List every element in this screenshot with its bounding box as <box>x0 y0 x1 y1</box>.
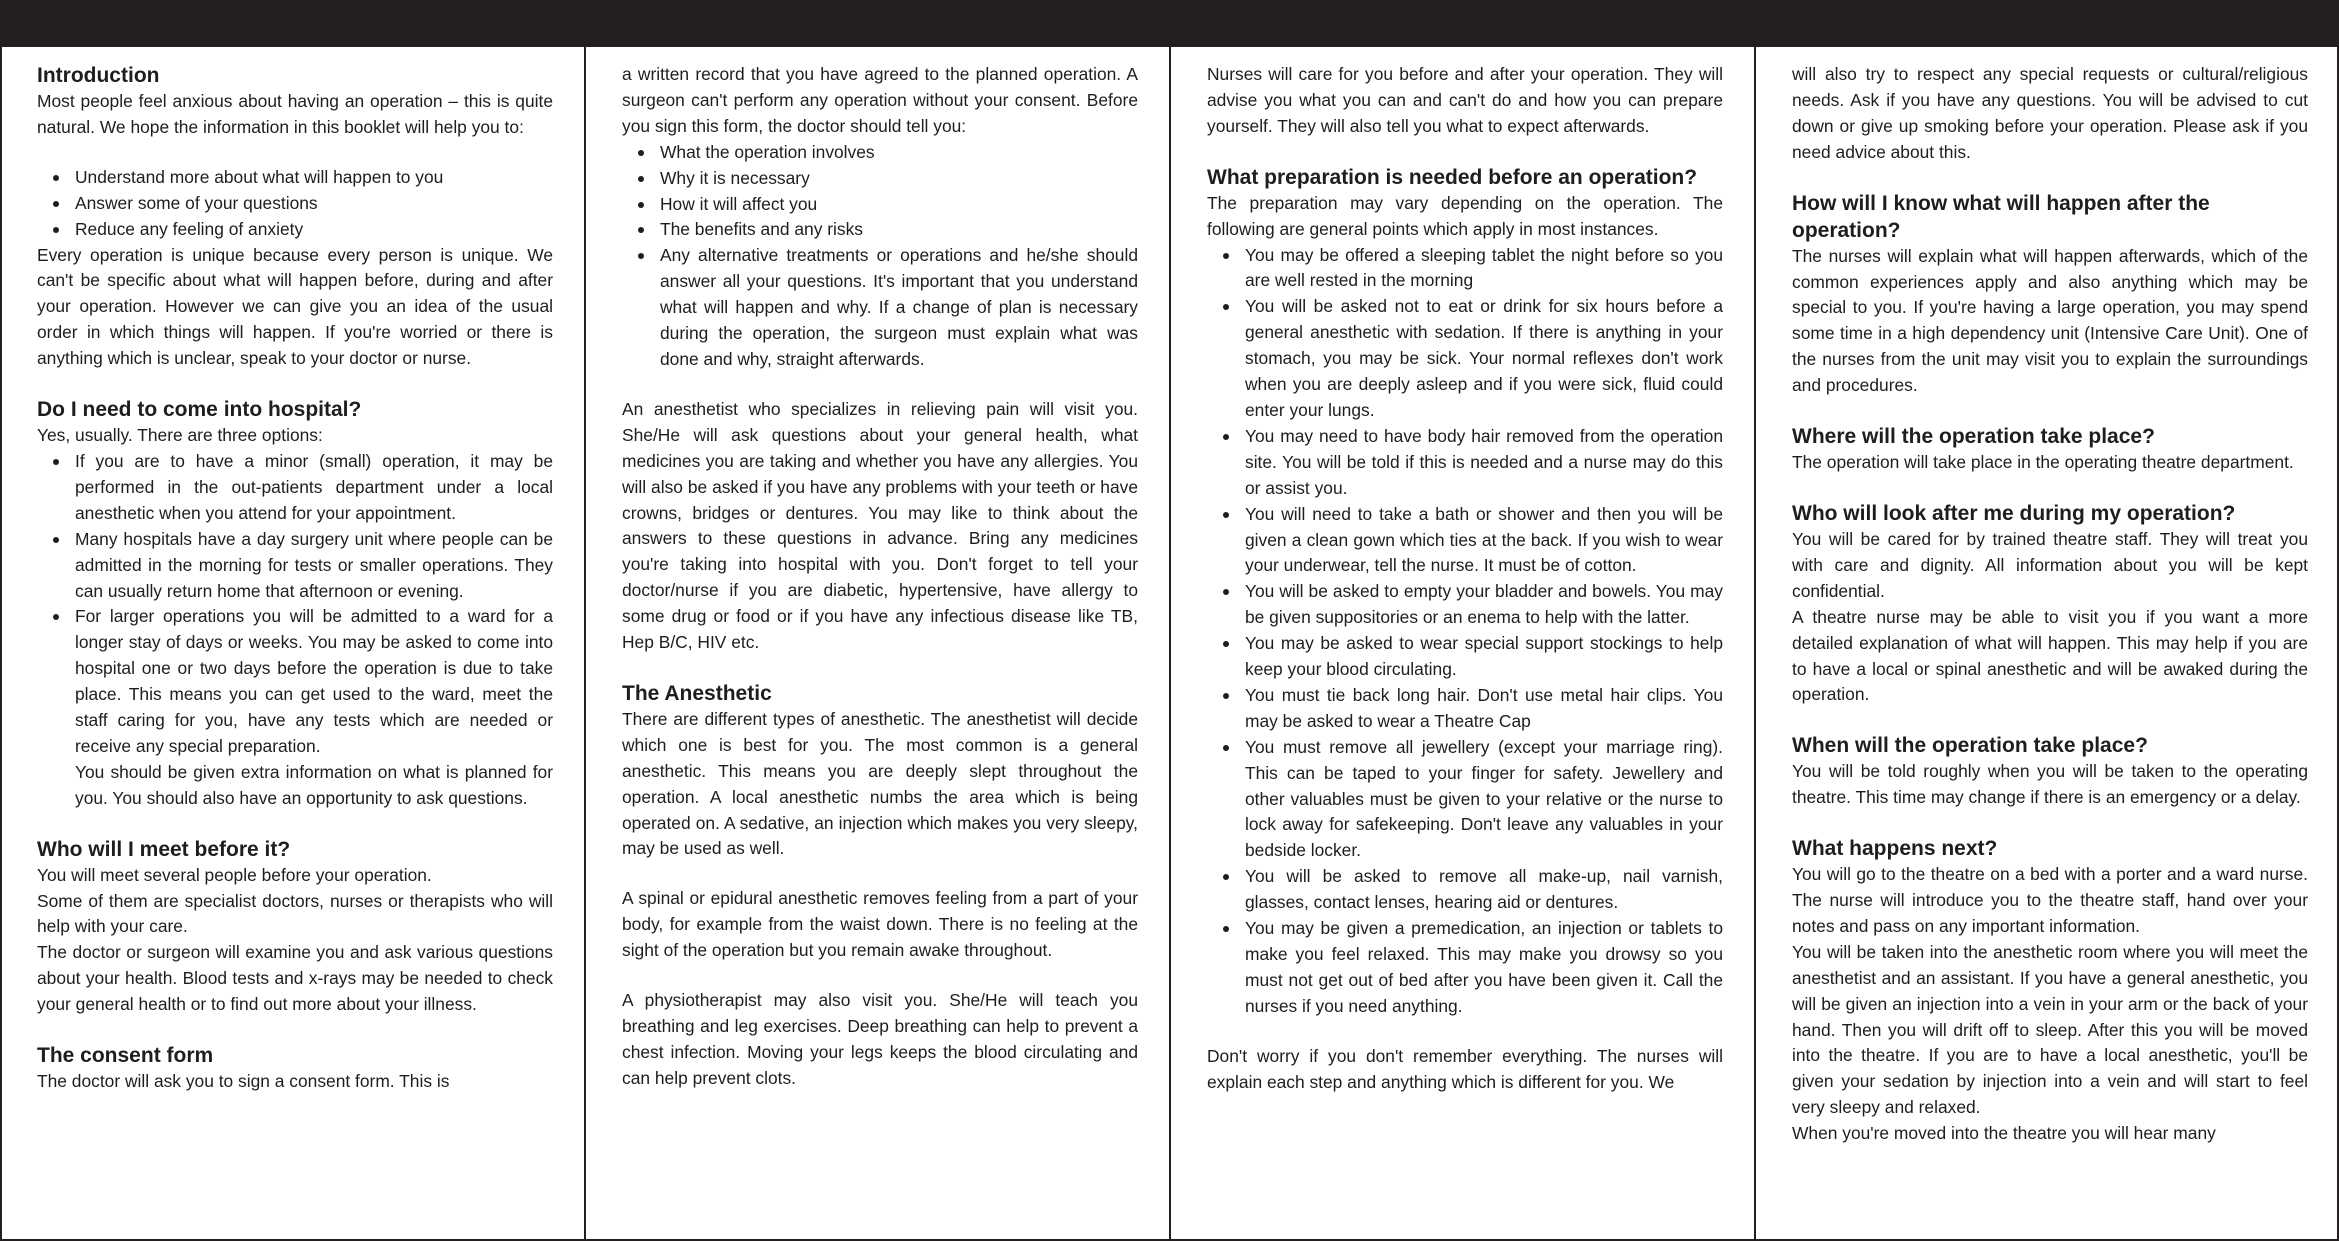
who-paragraph-1: You will be cared for by trained theatre staff. They will treat you with care and dignity. All information about you will be kept confidential. <box>1792 528 2308 601</box>
column-3 <box>1207 62 1723 1232</box>
spacer <box>37 141 553 165</box>
heading-introduction: Introduction <box>37 64 160 87</box>
anesthetic-paragraph-2: A spinal or epidural anesthetic removes feeling from a part of your body, for example from the waist down. There is no feeling at the sight of the operation but you remain awake throughout. <box>622 888 1138 961</box>
heading-where: Where will the operation take place? <box>1792 425 2155 449</box>
heading-hospital: Do I need to come into hospital? <box>37 398 362 422</box>
hospital-paragraph: Yes, usually. There are three options: <box>37 425 323 446</box>
next-paragraph-3: When you're moved into the theatre you will hear many <box>1792 1123 2216 1144</box>
consent-bullet-list <box>622 140 1138 373</box>
intro-paragraph-2: Every operation is unique because every person is unique. We can't be specific about what will happen before, during and after your operation. However we can give you an idea of the usual order in which things will happen. If you're worried or there is anything which is unclear, speak to your doctor or nurse. <box>37 244 553 369</box>
nurses-paragraph: Nurses will care for you before and after your operation. They will advise you what you can and can't do and how you can prepare yourself. They will also tell you what to expect afterwards. <box>1207 64 1723 136</box>
list-item: You may need to have body hair removed from the operation site. You will be told if this is needed and a nurse may do this or assist you. <box>1245 424 1723 502</box>
list-item: What the operation involves <box>660 140 1138 166</box>
list-item: Many hospitals have a day surgery unit where people can be admitted in the morning for tests or smaller operations. They can usually return home that afternoon or evening. <box>75 527 553 605</box>
column-2 <box>622 62 1138 1232</box>
list-item: You will be asked to empty your bladder and bowels. You may be given suppositories or an enema to help with the latter. <box>1245 579 1723 631</box>
hospital-note: You should be given extra information on what is planned for you. You should also have an opportunity to ask questions. <box>75 761 553 808</box>
list-item: You will need to take a bath or shower and then you will be given a clean gown which ties at the back. If you wish to wear your underwear, tell the nurse. It must be of cotton. <box>1245 502 1723 580</box>
preparation-paragraph: The preparation may vary depending on the operation. The following are general points which apply in most instances. <box>1207 192 1723 239</box>
spacer <box>1792 811 2308 835</box>
spacer <box>1792 708 2308 732</box>
list-item: If you are to have a minor (small) operation, it may be performed in the out-patients department under a local anesthetic when you attend for your appointment. <box>75 449 553 527</box>
spacer <box>622 964 1138 988</box>
list-item: How it will affect you <box>660 192 1138 218</box>
meet-paragraph-1: You will meet several people before your operation. <box>37 864 432 885</box>
list-item: Understand more about what will happen to you <box>75 165 553 191</box>
anesthetist-paragraph: An anesthetist who specializes in relieving pain will visit you. She/He will ask questions about your general health, what medicines you are taking and whether you have any allergies. You will also be asked if you have any problems with your teeth or have crowns, bridges or dentures. You may like to think about the answers to these questions in advance. Bring any medicines you're taking into hospital with you. Don't forget to tell your doctor/nurse if you are diabetic, hypertensive, have allergy to some drug or food or if you have any infectious disease like TB, Hep B/C, HIV etc. <box>622 398 1138 653</box>
list-item: You will be asked to remove all make-up, nail varnish, glasses, contact lenses, hearing aid or dentures. <box>1245 864 1723 916</box>
when-paragraph: You will be told roughly when you will be taken to the operating theatre. This time may change if there is an emergency or a delay. <box>1792 761 2308 808</box>
heading-meet: Who will I meet before it? <box>37 837 291 861</box>
heading-when: When will the operation take place? <box>1792 734 2148 758</box>
spacer <box>37 372 553 396</box>
heading-next: What happens next? <box>1792 837 1998 861</box>
list-item: The benefits and any risks <box>660 217 1138 243</box>
spacer <box>622 373 1138 397</box>
list-item: Why it is necessary <box>660 166 1138 192</box>
meet-paragraph-2: Some of them are specialist doctors, nurses or therapists who will help with your care. <box>37 890 553 937</box>
list-item: You may be offered a sleeping tablet the night before so you are well rested in the morning <box>1245 243 1723 295</box>
next-paragraph-2: You will be taken into the anesthetic room where you will meet the anesthetist and an assistant. If you have a general anesthetic, you will be given an injection into a vein in your arm or the back of your hand. Then you will drift off to sleep. After this you will be moved into the theatre. If you are to have a local anesthetic, you'll be given your sedation by injection into a vein and will start to feel very sleepy and relaxed. <box>1792 941 2308 1118</box>
heading-preparation: What preparation is needed before an operation? <box>1207 165 1698 189</box>
heading-anesthetic: The Anesthetic <box>622 681 772 705</box>
spacer <box>1207 140 1723 164</box>
meet-paragraph-3: The doctor or surgeon will examine you and ask various questions about your health. Blood tests and x-rays may be needed to check your general health or to find out more about your illness. <box>37 942 553 1015</box>
list-item: You may be given a premedication, an injection or tablets to make you feel relaxed. This may make you drowsy so you must not get out of bed after you have been given it. Call the nurses if you need anything. <box>1245 916 1723 1020</box>
heading-consent: The consent form <box>37 1044 214 1068</box>
next-paragraph-1: You will go to the theatre on a bed with a porter and a ward nurse. The nurse will introduce you to the theatre staff, hand over your notes and pass on any important information. <box>1792 864 2308 936</box>
spacer <box>37 1018 553 1042</box>
list-item: Any alternative treatments or operations and he/she should answer all your questions. It's important that you understand what will happen and why. If a change of plan is necessary during the operation, the surgeon must explain what was done and why, straight afterwards. <box>660 243 1138 373</box>
list-item: Answer some of your questions <box>75 191 553 217</box>
column-1 <box>37 62 553 1232</box>
spacer <box>37 812 553 836</box>
anesthetic-paragraph-1: There are different types of anesthetic. The anesthetist will decide which one is best for you. The most common is a general anesthetic. This means you are deeply slept throughout the operation. A local anesthetic numbs the area which is being operated on. A sedative, an injection which makes you very sleepy, may be used as well. <box>622 708 1138 859</box>
spacer <box>622 656 1138 680</box>
list-item: For larger operations you will be admitted to a ward for a longer stay of days or weeks. You may be asked to come into hospital one or two days before the operation is due to take place. This means you can get used to the ward, meet the staff caring for you, have any tests which are needed or receive any special preparation. <box>75 604 553 759</box>
who-paragraph-2: A theatre nurse may be able to visit you if you want a more detailed explanation of what will happen. This may help if you are to have a local or spinal anesthetic and will be awaked during the operation. <box>1792 606 2308 705</box>
intro-bullet-list <box>37 165 553 243</box>
requests-paragraph: will also try to respect any special requests or cultural/religious needs. Ask if you have any questions. You will be advised to cut down or give up smoking before your operation. Please ask if you need advice about this. <box>1792 64 2308 162</box>
preparation-closing: Don't worry if you don't remember everything. The nurses will explain each step and anything which is different for you. We <box>1207 1045 1723 1092</box>
heading-who-looks-after: Who will look after me during my operation? <box>1792 501 2236 525</box>
spacer <box>1792 476 2308 500</box>
after-paragraph: The nurses will explain what will happen afterwards, which of the common experiences apply and also anything which may be special to you. If you're having a large operation, you may spend some time in a high dependency unit (Intensive Care Unit). One of the nurses from the unit may visit you to explain the surroundings and procedures. <box>1792 245 2308 396</box>
anesthetic-paragraph-3: A physiotherapist may also visit you. She/He will teach you breathing and leg exercises. Deep breathing can help to prevent a chest infection. Moving your legs keeps the blood circulating and can help prevent clots. <box>622 990 1138 1088</box>
intro-paragraph: Most people feel anxious about having an operation – this is quite natural. We hope the information in this booklet will help you to: <box>37 91 553 137</box>
spacer <box>1207 1020 1723 1044</box>
spacer <box>1792 399 2308 423</box>
consent-continued: a written record that you have agreed to the planned operation. A surgeon can't perform any operation without your consent. Before you sign this form, the doctor should tell you: <box>622 64 1138 136</box>
spacer <box>622 862 1138 886</box>
preparation-bullet-list <box>1207 243 1723 1020</box>
spacer <box>1792 166 2308 190</box>
list-item: You may be asked to wear special support stockings to help keep your blood circulating. <box>1245 631 1723 683</box>
top-bar <box>0 0 2339 47</box>
list-item: Reduce any feeling of anxiety <box>75 217 553 243</box>
column-4 <box>1792 62 2308 1232</box>
consent-paragraph: The doctor will ask you to sign a consent form. This is <box>37 1071 450 1092</box>
list-item: You must tie back long hair. Don't use metal hair clips. You may be asked to wear a Theatre Cap <box>1245 683 1723 735</box>
column-divider-2 <box>1169 47 1171 1241</box>
heading-after-operation: How will I know what will happen after the operation? <box>1792 191 2210 242</box>
list-item: You will be asked not to eat or drink for six hours before a general anesthetic with sedation. If there is anything in your stomach, you may be sick. Your normal reflexes don't work when you are deeply asleep and if you were sick, fluid could enter your lungs. <box>1245 294 1723 424</box>
column-divider-3 <box>1754 47 1756 1241</box>
column-divider-1 <box>584 47 586 1241</box>
frame-left-border <box>0 47 2 1241</box>
where-paragraph: The operation will take place in the operating theatre department. <box>1792 452 2294 473</box>
hospital-bullet-list <box>37 449 553 760</box>
list-item: You must remove all jewellery (except your marriage ring). This can be taped to your finger for safety. Jewellery and other valuables must be given to your relative or the nurse to lock away for safekeeping. Don't leave any valuables in your bedside locker. <box>1245 735 1723 865</box>
